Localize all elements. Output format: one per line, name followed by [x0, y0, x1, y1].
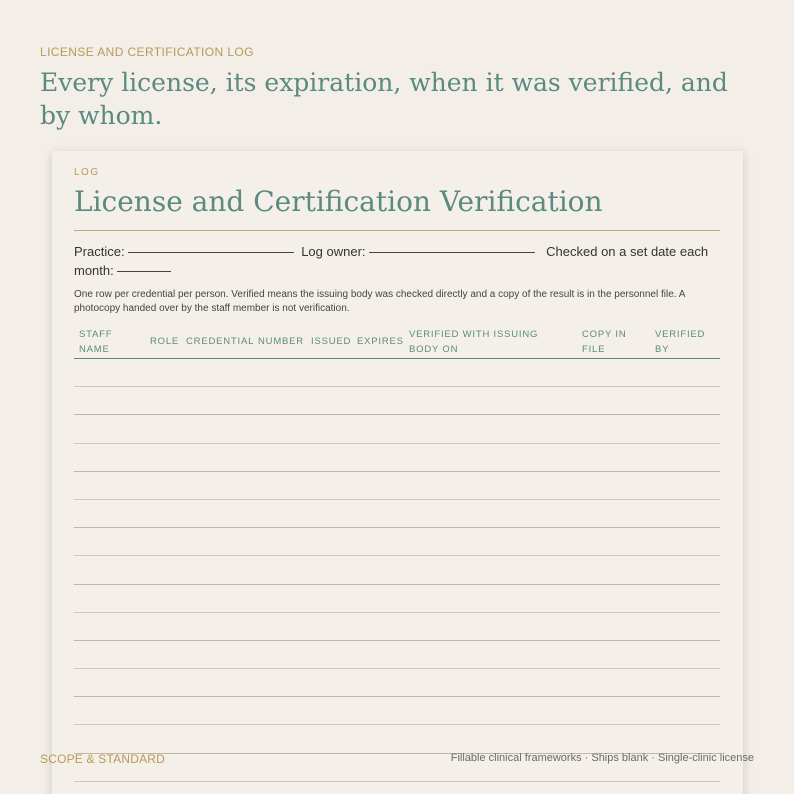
column-header-credential: CREDENTIAL: [186, 336, 255, 347]
table-row[interactable]: [74, 387, 720, 415]
column-header-staff-name: STAFF NAME: [79, 329, 113, 355]
table-row[interactable]: [74, 556, 720, 584]
sheet-kicker: LOG: [74, 167, 100, 178]
column-header-issued: ISSUED: [311, 336, 352, 347]
practice-label: Practice:: [74, 244, 125, 259]
header-fields: [74, 242, 720, 280]
table-row[interactable]: [74, 585, 720, 613]
sheet-title: License and Certification Verification: [74, 185, 603, 218]
column-header-role: ROLE: [150, 336, 180, 347]
footer-tagline: Fillable clinical frameworks · Ships blank · Single-clinic license: [450, 752, 754, 764]
table-row[interactable]: [74, 697, 720, 725]
table-row[interactable]: [74, 359, 720, 387]
table-row[interactable]: [74, 500, 720, 528]
instructions-note: One row per credential per person. Verified means the issuing body was checked directly and a copy of the result is in the personnel file. A photocopy handed over by the staff member is not verification.: [74, 289, 685, 314]
table-header: [74, 326, 720, 359]
practice-field[interactable]: [128, 252, 294, 253]
log-owner-label: Log owner:: [301, 244, 366, 259]
table-row[interactable]: [74, 725, 720, 753]
checked-label: Checked on a set date each month:: [74, 244, 709, 278]
table-row[interactable]: [74, 472, 720, 500]
table-body: [74, 359, 720, 782]
column-header-verified-by: VERIFIED BY: [655, 329, 706, 355]
table-row[interactable]: [74, 613, 720, 641]
column-header-expires: EXPIRES: [357, 336, 404, 347]
log-owner-field[interactable]: [369, 252, 535, 253]
table-row[interactable]: [74, 415, 720, 443]
column-header-copy-in-file: COPY IN FILE: [582, 329, 627, 355]
footer-brand: SCOPE & STANDARD: [40, 752, 165, 766]
log-sheet: [52, 151, 743, 794]
table-row[interactable]: [74, 669, 720, 697]
table-row[interactable]: [74, 444, 720, 472]
column-header-number: NUMBER: [258, 336, 304, 347]
page-kicker: LICENSE AND CERTIFICATION LOG: [40, 45, 254, 59]
table-row[interactable]: [74, 641, 720, 669]
checked-date-field[interactable]: [117, 271, 171, 272]
table-row[interactable]: [74, 528, 720, 556]
column-header-verified-on: VERIFIED WITH ISSUING BODY ON: [409, 329, 539, 355]
title-divider: [74, 230, 720, 231]
page-headline: Every license, its expiration, when it was verified, and by whom.: [40, 68, 728, 130]
